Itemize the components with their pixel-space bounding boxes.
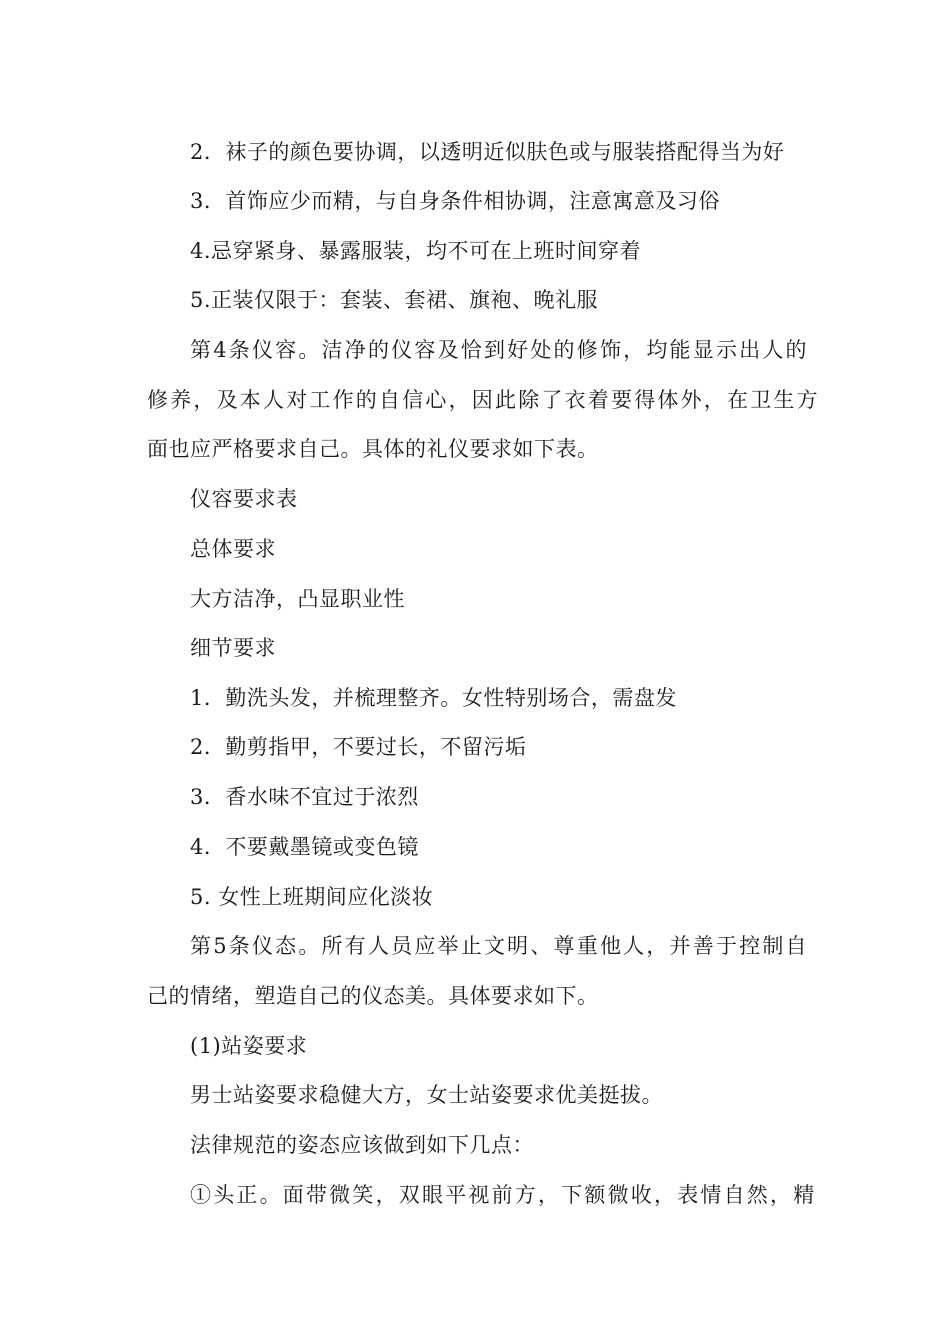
text-line: 己的情绪，塑造自己的仪态美。具体要求如下。: [147, 984, 599, 1008]
text-line: 总体要求: [190, 537, 276, 561]
text-line: (1)站姿要求: [190, 1034, 308, 1058]
text-line: 3．首饰应少而精，与自身条件相协调，注意寓意及习俗: [190, 189, 720, 213]
text-line: 3．香水味不宜过于浓烈: [190, 785, 419, 809]
text-line: ①头正。面带微笑，双眼平视前方，下额微收，表情自然，精: [190, 1183, 817, 1207]
text-line: 5. 女性上班期间应化淡妆: [190, 885, 434, 909]
text-line: 5.正装仅限于：套装、套裙、旗袍、晚礼服: [190, 288, 599, 312]
text-line: 2．袜子的颜色要协调，以透明近似肤色或与服装搭配得当为好: [190, 140, 785, 164]
text-line: 1．勤洗头发，并梳理整齐。女性特别场合，需盘发: [190, 686, 677, 710]
text-line: 4.忌穿紧身、暴露服装，均不可在上班时间穿着: [190, 239, 642, 263]
text-line: 2．勤剪指甲，不要过长，不留污垢: [190, 735, 527, 759]
text-line: 大方洁净，凸显职业性: [190, 587, 405, 611]
text-line: 面也应严格要求自己。具体的礼仪要求如下表。: [147, 437, 599, 461]
text-line: 第4条仪容。洁净的仪容及恰到好处的修饰，均能显示出人的: [190, 338, 809, 362]
text-line: 细节要求: [190, 636, 276, 660]
text-line: 4．不要戴墨镜或变色镜: [190, 835, 419, 859]
text-line: 法律规范的姿态应该做到如下几点：: [190, 1133, 534, 1157]
text-line: 第5条仪态。所有人员应举止文明、尊重他人，并善于控制自: [190, 934, 809, 958]
text-line: 修养，及本人对工作的自信心，因此除了衣着要得体外，在卫生方: [147, 388, 820, 412]
text-line: 仪容要求表: [190, 487, 298, 511]
text-line: 男士站姿要求稳健大方，女士站姿要求优美挺拔。: [190, 1083, 663, 1107]
